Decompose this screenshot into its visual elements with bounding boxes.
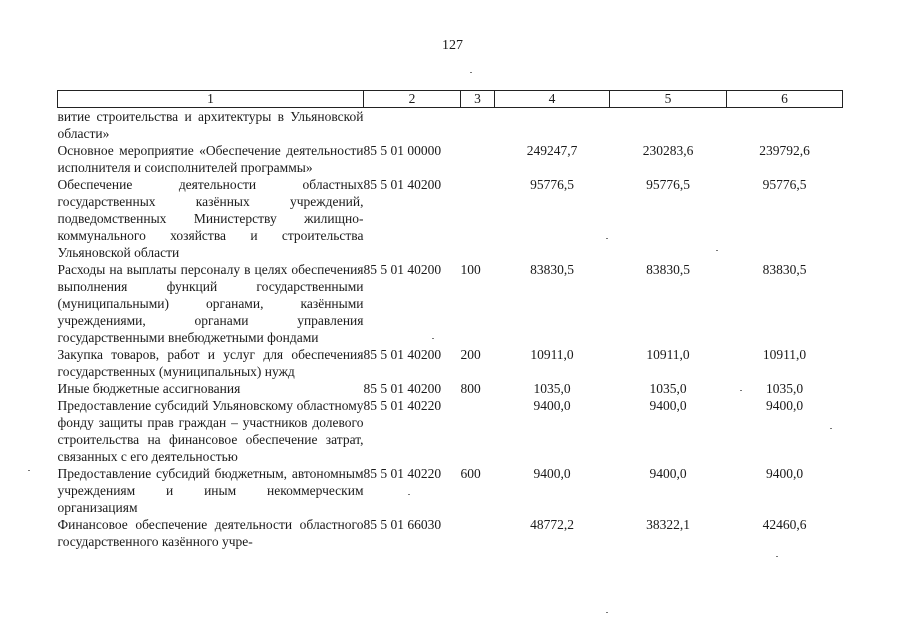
row-amount-col5: 9400,0: [649, 398, 687, 413]
row-target-code: [364, 108, 461, 143]
table-row: [58, 380, 843, 397]
table-row: [58, 142, 843, 176]
row-amount-col5: 1035,0: [649, 381, 687, 396]
row-target-code: 85 5 01 00000: [363, 143, 442, 158]
row-name: Расходы на выплаты персоналу в целях обеспечения выполнения функций государственными (муниципальными) органами, казёнными учреждениями, органами управления государственными внебюджетными фондами: [57, 262, 364, 345]
row-amount-col5: 83830,5: [646, 262, 690, 277]
row-name: Иные бюджетные ассигнования: [57, 381, 241, 396]
table-row: [58, 516, 843, 550]
row-amount-col4: 9400,0: [533, 466, 571, 481]
table-header-row: [58, 91, 843, 108]
row-target-code: 85 5 01 40200: [363, 381, 442, 396]
row-amount-col5: 38322,1: [646, 517, 690, 532]
row-amount-col4: 10911,0: [530, 347, 574, 362]
row-amount-col5: 230283,6: [642, 143, 694, 158]
scan-speck: [716, 250, 718, 251]
row-expense-type: [461, 397, 495, 465]
budget-table: [57, 90, 843, 550]
row-amount-col6: 1035,0: [765, 381, 804, 396]
header-col-2: 2: [364, 91, 461, 108]
row-expense-type: [461, 142, 495, 176]
row-expense-type: [461, 176, 495, 261]
table-row: [58, 465, 843, 516]
row-expense-type: 100: [460, 262, 481, 277]
page-number: 127: [442, 38, 463, 53]
row-expense-type: 600: [460, 466, 481, 481]
row-amount-col6: 10911,0: [762, 347, 807, 362]
scan-speck: [606, 612, 608, 613]
scan-speck: [432, 338, 434, 339]
scan-speck: [776, 556, 778, 557]
header-col-4: 4: [495, 91, 610, 108]
scan-speck: [740, 390, 742, 391]
row-amount-col6: 9400,0: [765, 398, 804, 413]
row-amount-col4: 48772,2: [530, 517, 574, 532]
table-row: [58, 261, 843, 346]
header-col-1: 1: [58, 91, 364, 108]
row-name: Закупка товаров, работ и услуг для обеспечения государственных (муниципальных) нужд: [57, 347, 364, 379]
row-amount-col4: 83830,5: [530, 262, 574, 277]
row-expense-type: [461, 108, 495, 143]
row-amount-col5: [610, 108, 727, 143]
row-name: Предоставление субсидий Ульяновскому областному фонду защиты прав граждан – участников долевого строительства на финансовое обеспечение затрат, связанных с его деятельностью: [57, 398, 364, 464]
row-amount-col6: 239792,6: [759, 143, 810, 158]
row-amount-col6: 95776,5: [762, 177, 807, 192]
row-target-code: 85 5 01 66030: [363, 517, 442, 532]
row-amount-col4: 9400,0: [533, 398, 571, 413]
scan-speck: [470, 72, 472, 73]
row-amount-col6: [727, 108, 843, 143]
row-amount-col6: 42460,6: [762, 517, 807, 532]
row-name: Обеспечение деятельности областных государственных казённых учреждений, подведомственных Министерству жилищно-коммунального хозяйства и строительства Ульяновской области: [57, 177, 364, 260]
table-row: [58, 176, 843, 261]
scan-speck: [408, 494, 410, 495]
row-expense-type: 800: [460, 381, 481, 396]
header-col-5: 5: [610, 91, 727, 108]
scan-speck: [830, 428, 832, 429]
row-amount-col5: 95776,5: [646, 177, 690, 192]
header-col-6: 6: [727, 91, 843, 108]
row-amount-col4: 1035,0: [533, 381, 571, 396]
row-target-code: 85 5 01 40220: [363, 466, 442, 481]
row-name: Основное мероприятие «Обеспечение деятельности исполнителя и соисполнителей программы»: [57, 143, 364, 175]
row-amount-col6: 9400,0: [765, 466, 804, 481]
row-amount-col5: 9400,0: [649, 466, 687, 481]
table-row: [58, 346, 843, 380]
table-row: [58, 397, 843, 465]
row-target-code: 85 5 01 40200: [363, 262, 442, 277]
row-amount-col6: 83830,5: [762, 262, 807, 277]
row-name: Предоставление субсидий бюджетным, автономным учреждениям и иным некоммерческим организациям: [57, 466, 364, 515]
row-name: витие строительства и архитектуры в Ульяновской области»: [57, 109, 364, 141]
scan-speck: [28, 470, 30, 471]
row-target-code: 85 5 01 40220: [363, 398, 442, 413]
row-amount-col4: [495, 108, 610, 143]
scan-speck: [606, 238, 608, 239]
row-expense-type: [461, 516, 495, 550]
table-row: [58, 108, 843, 143]
row-target-code: 85 5 01 40200: [363, 177, 442, 192]
row-amount-col4: 95776,5: [530, 177, 574, 192]
row-amount-col4: 249247,7: [526, 143, 578, 158]
row-name: Финансовое обеспечение деятельности областного государственного казённого учре-: [57, 517, 364, 549]
row-amount-col5: 10911,0: [646, 347, 690, 362]
row-expense-type: 200: [460, 347, 481, 362]
row-target-code: 85 5 01 40200: [363, 347, 442, 362]
header-col-3: 3: [461, 91, 495, 108]
